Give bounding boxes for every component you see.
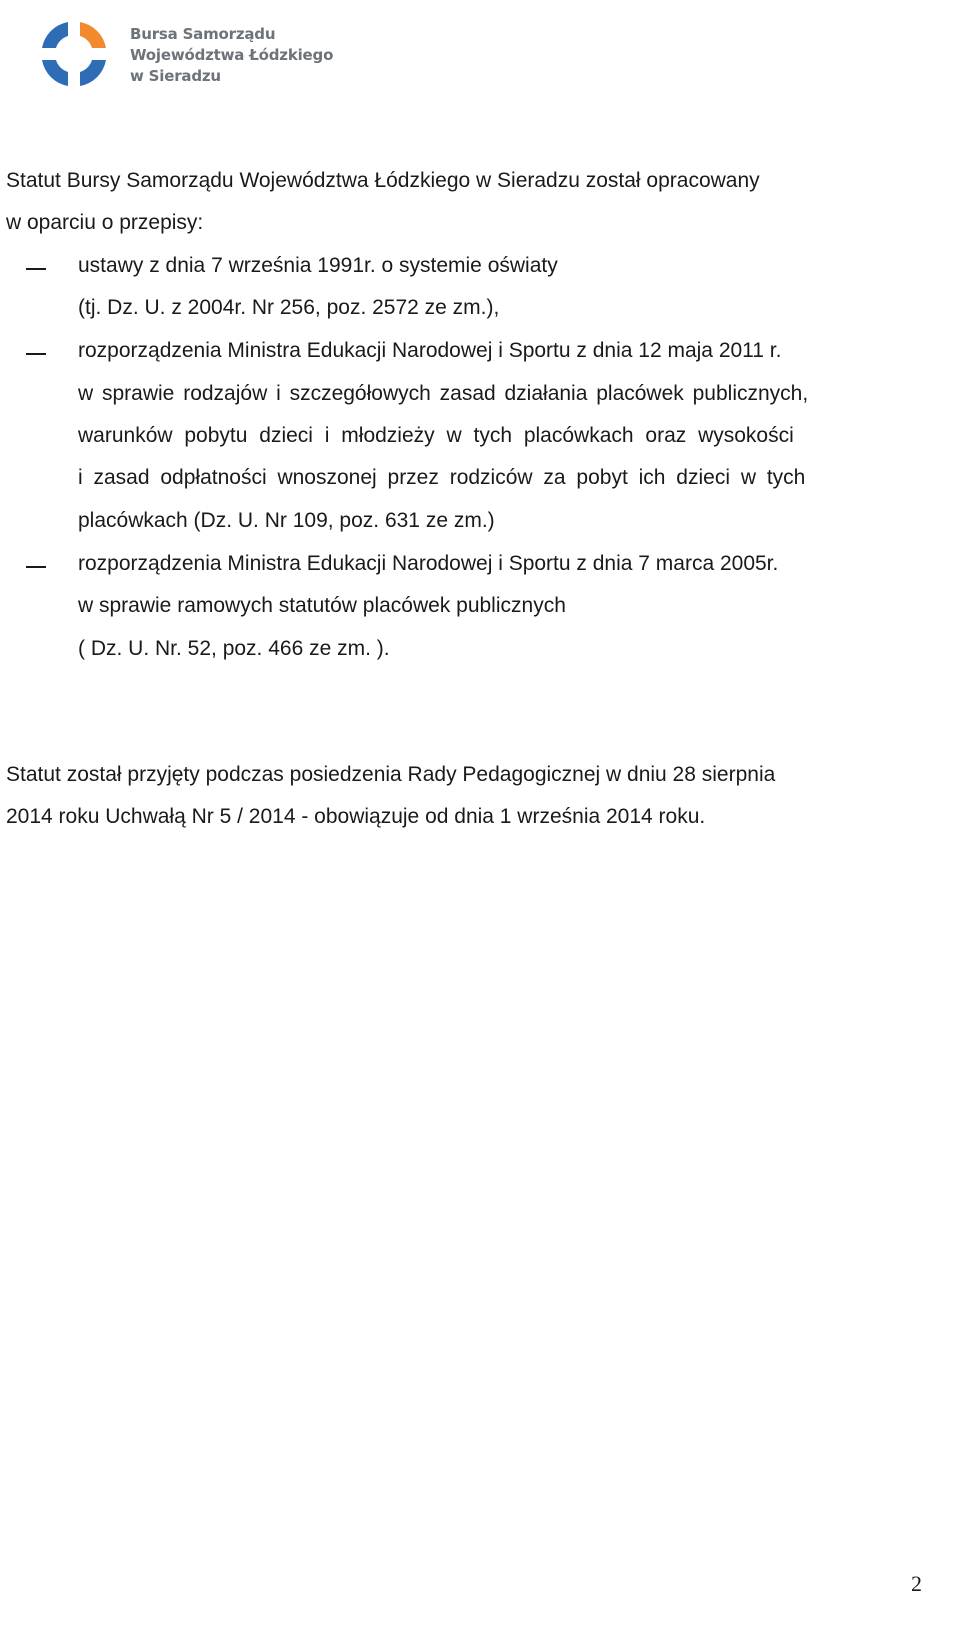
- logo-line: Bursa Samorządu: [130, 25, 276, 43]
- bullet-dash: [26, 268, 46, 270]
- logo-emblem-icon: [38, 18, 110, 90]
- intro-line: w oparciu o przepisy:: [6, 211, 204, 234]
- bullet-line: rozporządzenia Ministra Edukacji Narodowej i Sportu z dnia 7 marca 2005r.: [78, 552, 779, 575]
- closing-line: Statut został przyjęty podczas posiedzenia Rady Pedagogicznej w dniu 28 sierpnia: [6, 763, 776, 786]
- logo-line: Województwa Łódzkiego: [130, 46, 334, 64]
- bullet-line: w sprawie rodzajów i szczegółowych zasad działania placówek publicznych,: [78, 382, 809, 405]
- bullet-line: w sprawie ramowych statutów placówek publicznych: [78, 594, 566, 617]
- bullet-line: [78, 339, 927, 363]
- bullet-line: ( Dz. U. Nr. 52, poz. 466 ze zm. ).: [78, 637, 390, 660]
- bullet-line: warunków pobytu dzieci i młodzieży w tych placówkach oraz wysokości: [78, 424, 794, 447]
- logo-text: [130, 24, 333, 87]
- bullet-dash: [26, 566, 46, 568]
- bullet-line: placówkach (Dz. U. Nr 109, poz. 631 ze zm.): [78, 509, 495, 532]
- bullet-line: (tj. Dz. U. z 2004r. Nr 256, poz. 2572 ze zm.),: [78, 296, 500, 319]
- bullet-line: ustawy z dnia 7 września 1991r. o systemie oświaty: [78, 254, 558, 277]
- bullet-dash: [26, 353, 46, 355]
- bullet-text: rozporządzenia Ministra Edukacji Narodowej i Sportu z dnia 12 maja 2011 r.: [78, 339, 782, 362]
- logo-line: w Sieradzu: [130, 67, 221, 85]
- intro-line: Statut Bursy Samorządu Województwa Łódzkiego w Sieradzu został opracowany: [6, 169, 760, 192]
- logo: [38, 18, 338, 90]
- page-number: 2: [911, 1571, 922, 1596]
- closing-line: 2014 roku Uchwałą Nr 5 / 2014 - obowiązuje od dnia 1 września 2014 roku.: [6, 805, 706, 828]
- bullet-line: i zasad odpłatności wnoszonej przez rodziców za pobyt ich dzieci w tych: [78, 466, 806, 489]
